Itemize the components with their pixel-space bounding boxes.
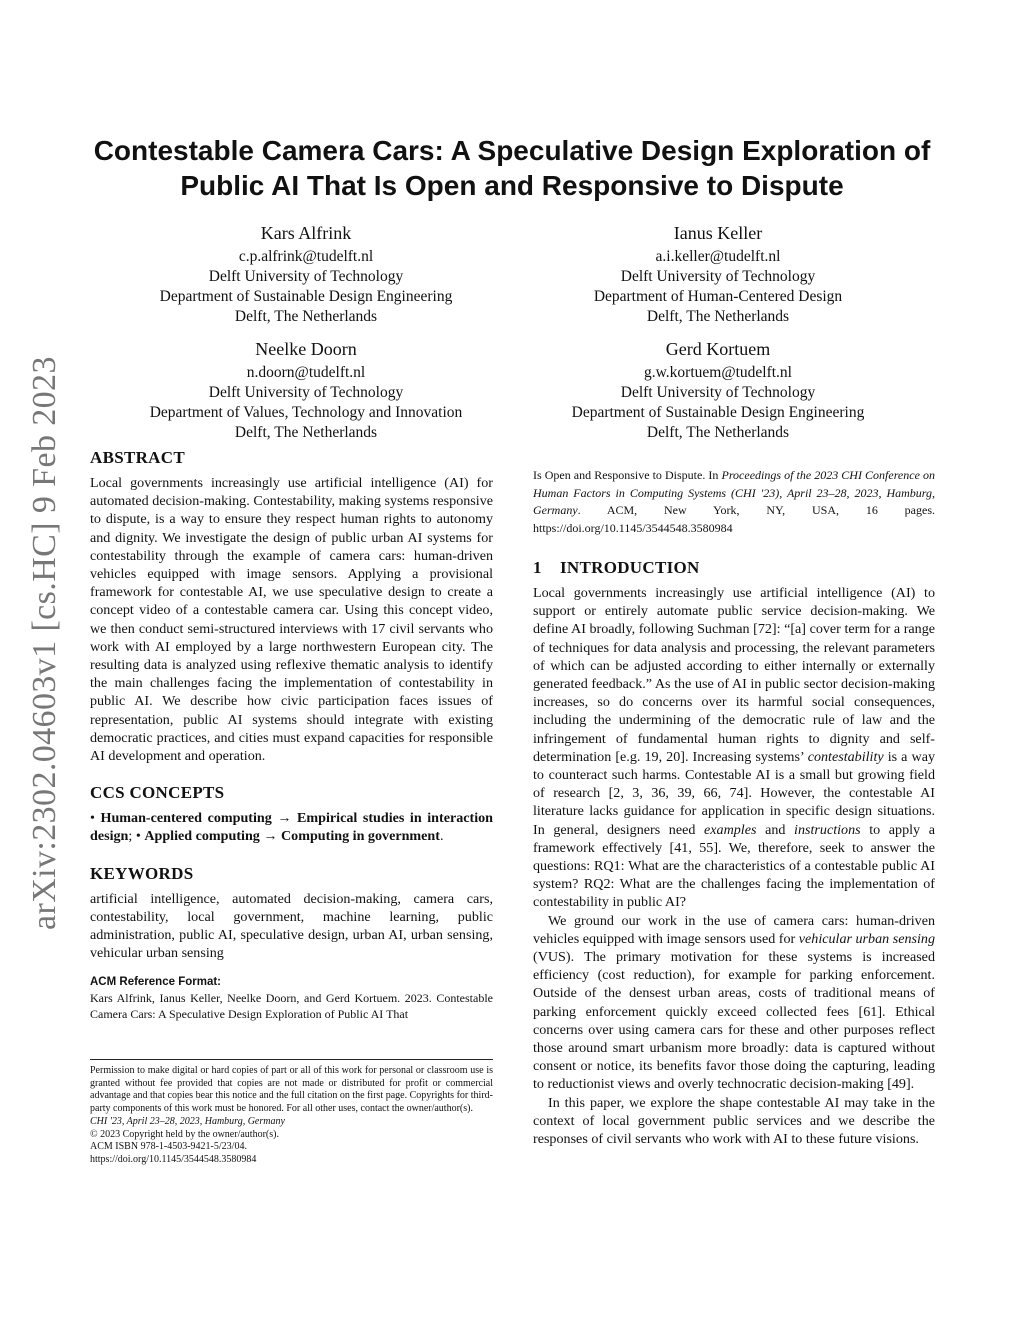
section-title: INTRODUCTION [560, 558, 700, 577]
author-email[interactable]: c.p.alfrink@tudelft.nl [238, 248, 374, 265]
author-email[interactable]: n.doorn@tudelft.nl [246, 364, 366, 381]
abstract-text: Local governments increasingly use artificial intelligence (AI) for automated decision-making. Contestability, making systems responsive to dispute, is a way to ensure they respect human rights to autonomy and dignity. We investigate the design of public urban AI systems for contestability through the example of camera cars: human-driven vehicles equipped with image sensors. Applying a provisional framework for contestable AI, we use speculative design to create a concept video of a contestable camera car. Using this concept video, we then conduct semi-structured interviews with 17 civil servants who work with AI employed by a large northwestern European city. The resulting data is analyzed using reflexive thematic analysis to identify the main challenges facing the implementation of contestability in public AI. We describe how civic participation faces issues of representation, public AI systems should integrate with existing democratic practices, and cities must expand capacities for responsible AI development and operation. [90, 475, 493, 765]
author-institution: Delft University of Technology [208, 268, 404, 285]
ccs-concept-2: Applied computing [144, 828, 260, 845]
author-name: Gerd Kortuem [665, 339, 771, 359]
author-location: Delft, The Netherlands [234, 424, 378, 441]
author-department: Department of Values, Technology and Innovation [149, 404, 463, 421]
author-email[interactable]: g.w.kortuem@tudelft.nl [643, 364, 792, 381]
ccs-concept-1: Human-centered computing [100, 810, 272, 827]
author-department: Department of Human-Centered Design [593, 288, 843, 305]
author-institution: Delft University of Technology [208, 384, 404, 401]
author-location: Delft, The Netherlands [646, 424, 790, 441]
citation-text: Is Open and Responsive to Dispute. In Proceedings of the 2023 CHI Conference on Human Factors in Computing Systems (CHI '23), April 23–28, 2023, Hamburg, Germany. ACM, New York, NY, USA, 16 pages. https://doi.org/10.1145/3544548.3580984 [533, 468, 935, 535]
arrow-icon: → [263, 828, 278, 845]
acm-reference-heading: ACM Reference Format: [90, 976, 221, 989]
acm-reference-text: Kars Alfrink, Ianus Keller, Neelke Doorn, and Gerd Kortuem. 2023. Contestable Camera Cars: A Speculative Design Exploration of Public AI That [90, 991, 493, 1021]
abstract-heading: ABSTRACT [90, 448, 185, 467]
section-number: 1 [533, 558, 542, 577]
proceedings-title: Proceedings of the 2023 CHI Conference on Human Factors in Computing Systems (CHI '23), April 23–28, 2023, Hamburg, Germany [533, 468, 935, 517]
footnote-divider [90, 1059, 493, 1060]
copyright-line: © 2023 Copyright held by the owner/author(s). [90, 1128, 279, 1140]
author-department: Department of Sustainable Design Engineering [571, 404, 865, 421]
author-block-alfrink [130, 221, 482, 327]
author-name: Neelke Doorn [255, 339, 357, 359]
title-line-2: Public AI That Is Open and Responsive to Dispute [180, 170, 844, 201]
paper-title [70, 133, 954, 203]
permission-notice [90, 1065, 493, 1167]
ccs-heading: CCS CONCEPTS [90, 783, 225, 803]
author-location: Delft, The Netherlands [646, 308, 790, 325]
left-column [90, 448, 493, 1022]
ccs-bullet: • [90, 810, 95, 827]
introduction-heading [533, 558, 935, 578]
keywords-heading: KEYWORDS [90, 863, 194, 883]
doi-link[interactable]: https://doi.org/10.1145/3544548.3580984 [90, 1153, 257, 1165]
author-block-kortuem [540, 337, 896, 443]
ccs-concepts: • Human-centered computing → Empirical studies in interaction design; • Applied computing → Computing in government. [90, 810, 493, 845]
intro-paragraph-2: We ground our work in the use of camera cars: human-driven vehicles equipped with image sensors used for vehicular urban sensing (VUS). The primary motivation for these systems is increased efficiency (cost reduction), for example for parking enforcement. Outside of the densest urban areas, costs of traditional means of parking enforcement quickly exceed collected fees [61]. Ethical concerns over using camera cars for these and other purposes reflect those around smart urbanism more broadly: data is captured without consent or notice, its benefits favor those doing the capturing, leading to reductionist views and overly technocratic decision-making [49]. [533, 912, 935, 1093]
author-email[interactable]: a.i.keller@tudelft.nl [655, 248, 781, 265]
intro-paragraph-1: Local governments increasingly use artificial intelligence (AI) to support or entirely automate public service decision-making. We define AI broadly, following Suchman [72]: “[a] cover term for a range of techniques for data analysis and processing, the relevant parameters of which can be adjusted according to either internally or externally generated feedback.” As the use of AI in public sector decision-making increases, so do concerns over its harmful social consequences, including the undermining of the democratic rule of law and the infringement of fundamental human rights to dignity and self-determination [e.g. 19, 20]. Increasing systems’ contestability is a way to counteract such harms. Contestable AI is a small but growing field of research [2, 3, 36, 39, 66, 74]. However, the contestable AI literature lacks guidance for application in specific design situations. In general, designers need examples and instructions to apply a framework effectively [41, 55]. We, therefore, seek to answer the questions: RQ1: What are the characteristics of a contestable public AI system? RQ2: What are the challenges facing the implementation of contestability in public AI? [533, 585, 935, 911]
author-institution: Delft University of Technology [620, 384, 816, 401]
introduction-section [533, 558, 935, 1148]
keywords-text: artificial intelligence, automated decision-making, camera cars, contestability, local government, machine learning, public administration, public AI, speculative design, urban AI, urban sensing, vehicular urban sensing [90, 890, 493, 962]
permission-text: Permission to make digital or hard copies of part or all of this work for personal or classroom use is granted without fee provided that copies are not made or distributed for profit or commercial advantage and that copies bear this notice and the full citation on the first page. Copyrights for third-party components of this work must be honored. For all other uses, contact the owner/author(s). [90, 1065, 493, 1115]
acm-reference-continued [533, 455, 935, 549]
author-name: Kars Alfrink [260, 223, 352, 243]
author-block-doorn [130, 337, 482, 443]
intro-paragraph-3: In this paper, we explore the shape contestable AI may take in the context of local government public services and we describe the responses of civil servants who work with AI to these future visions. [533, 1094, 935, 1148]
title-line-1: Contestable Camera Cars: A Speculative Design Exploration of [93, 135, 931, 166]
arrow-icon: → [277, 810, 292, 827]
conference-venue: CHI '23, April 23–28, 2023, Hamburg, Germany [90, 1115, 285, 1127]
isbn-line: ACM ISBN 978-1-4503-9421-5/23/04. [90, 1141, 247, 1153]
ccs-concept-1-sub: Empirical studies in interaction design [90, 810, 493, 845]
ccs-bullet: • [135, 828, 141, 845]
author-name: Ianus Keller [673, 223, 763, 243]
arxiv-stamp-text: arXiv:2302.04603v1 [cs.HC] 9 Feb 2023 [26, 356, 63, 930]
ccs-concept-2-sub: Computing in government [281, 828, 440, 845]
author-institution: Delft University of Technology [620, 268, 816, 285]
author-department: Department of Sustainable Design Engineering [159, 288, 453, 305]
author-location: Delft, The Netherlands [234, 308, 378, 325]
author-block-keller [540, 221, 896, 327]
